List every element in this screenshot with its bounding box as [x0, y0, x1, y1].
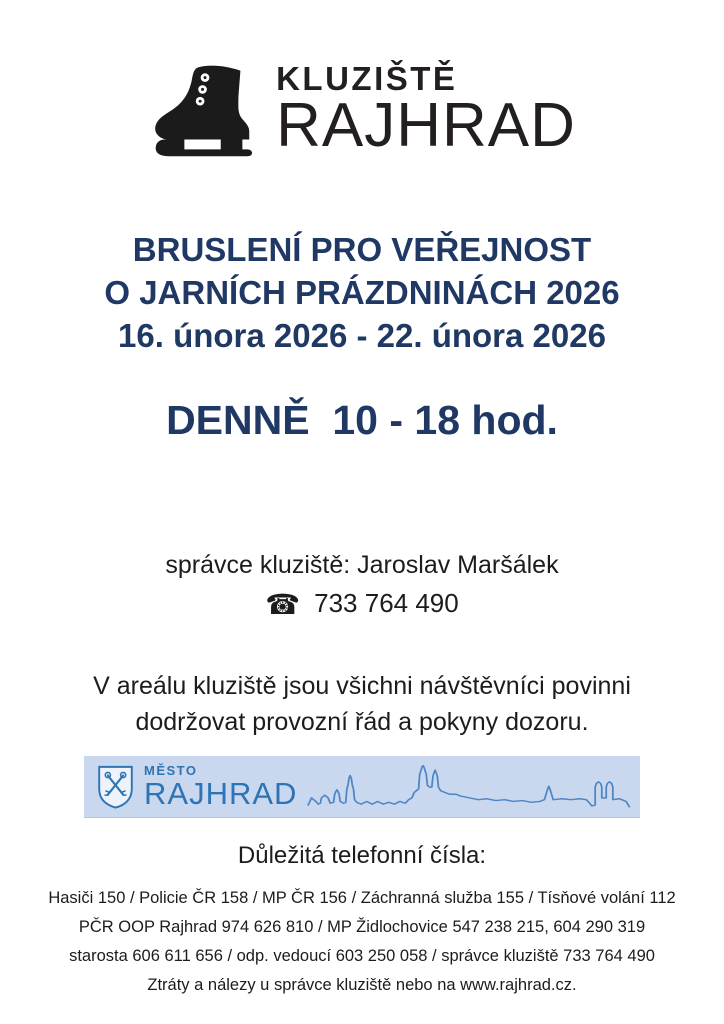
- brand-name-top: KLUZIŠTĚ: [276, 60, 458, 97]
- rules-notice-line-2: dodržovat provozní řád a pokyny dozoru.: [135, 708, 589, 736]
- opening-hours: DENNĚ 10 - 18 hod.: [166, 397, 558, 443]
- event-headline: [0, 228, 724, 357]
- headline-line-3: 16. února 2026 - 22. února 2026: [118, 317, 606, 354]
- manager-name-line: správce kluziště: Jaroslav Maršálek: [165, 551, 559, 579]
- headline-line-2: O JARNÍCH PRÁZDNINÁCH 2026: [104, 274, 620, 311]
- contacts-line-police: PČR OOP Rajhrad 974 626 810 / MP Židlochovice 547 238 215, 604 290 319: [78, 918, 646, 936]
- brand-logo: [0, 0, 724, 164]
- city-skyline-graphic: [306, 762, 632, 817]
- rajhrad-coat-of-arms-icon: [96, 764, 135, 810]
- contacts-line-officials: starosta 606 611 656 / odp. vedoucí 603 250 058 / správce kluziště 733 764 490: [69, 947, 655, 965]
- brand-name-bottom: RAJHRAD: [276, 91, 576, 160]
- manager-phone-line: [0, 584, 724, 624]
- contacts-line-lost-and-found: Ztráty a nálezy u správce kluziště nebo na www.rajhrad.cz.: [147, 976, 577, 994]
- headline-line-1: BRUSLENÍ PRO VEŘEJNOST: [132, 231, 592, 268]
- contacts-line-emergency: Hasiči 150 / Policie ČR 158 / MP ČR 156 / Záchranná služba 155 / Tísňové volání 112: [48, 889, 676, 907]
- city-banner: [84, 756, 640, 818]
- brand-text: [276, 60, 576, 160]
- city-label: MĚSTO: [144, 763, 198, 778]
- rules-notice: [0, 668, 724, 740]
- manager-phone-number: 733 764 490: [314, 588, 459, 618]
- telephone-icon: ☎: [265, 588, 301, 621]
- important-numbers: [0, 842, 724, 1000]
- rules-notice-line-1: V areálu kluziště jsou všichni návštěvníci povinni: [93, 672, 631, 700]
- city-banner-text: [144, 763, 297, 810]
- ice-skate-icon: [148, 60, 264, 164]
- contacts-title: Důležitá telefonní čísla:: [237, 842, 487, 869]
- city-name: RAJHRAD: [144, 776, 298, 811]
- manager-info: [0, 547, 724, 624]
